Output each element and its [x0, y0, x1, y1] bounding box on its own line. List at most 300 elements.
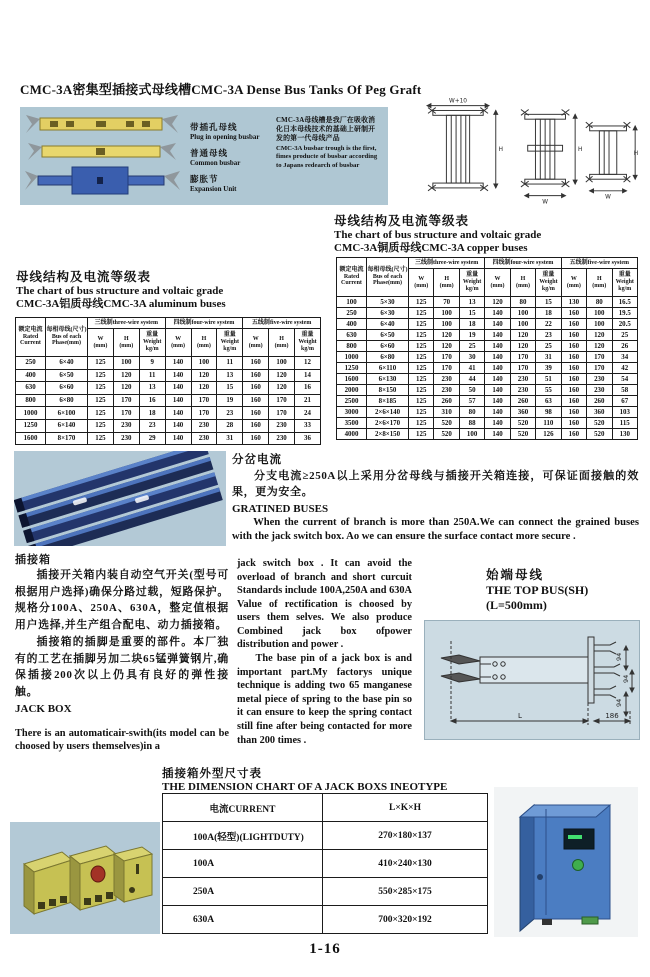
table-cell: 22: [536, 319, 561, 330]
label: W: [175, 335, 182, 342]
label: 每相母线(尺寸): [46, 326, 87, 333]
table-cell: 260: [434, 396, 459, 407]
table-cell: 160: [561, 330, 586, 341]
label: kg/m: [223, 345, 237, 352]
top-bus-diagram: [425, 621, 637, 737]
table-cell: 100: [337, 297, 367, 308]
table-cell: 12: [295, 357, 321, 370]
table-cell: 100A: [163, 850, 323, 878]
table-cell: 11: [217, 357, 243, 370]
busbar-products-image: [20, 107, 185, 205]
label: Weight: [615, 279, 634, 286]
table-cell: 1000: [16, 407, 46, 420]
dim-label: H: [578, 147, 583, 154]
label: 五线制: [569, 259, 588, 266]
table-cell: 520: [510, 418, 535, 429]
table-cell: 160: [243, 394, 269, 407]
table-cell: 8×150: [367, 385, 409, 396]
label: 每相母线(尺寸): [367, 266, 408, 273]
label: Weight: [539, 279, 558, 286]
table-cell: 310: [434, 407, 459, 418]
label: (mm): [93, 342, 108, 349]
table-cell: 140: [165, 407, 191, 420]
table-cell: 170: [434, 352, 459, 363]
table-cell: 14: [295, 369, 321, 382]
heading-en: The chart of bus structure and voltaic grade: [16, 285, 224, 297]
table-cell: 125: [409, 297, 434, 308]
table-row: [337, 297, 638, 308]
dim-label-186: 186: [605, 712, 619, 720]
table-cell: 250A: [163, 878, 323, 906]
table-row: [337, 330, 638, 341]
table-cell: 98: [536, 407, 561, 418]
table-row: [163, 878, 488, 906]
table-cell: 2×6×140: [367, 407, 409, 418]
table-cell: 630A: [163, 906, 323, 934]
table-cell: 230: [434, 385, 459, 396]
table-cell: 270×180×137: [323, 822, 488, 850]
label: kg/m: [618, 285, 632, 292]
busbar-label-3: [190, 173, 274, 193]
branch-title-en: GRATINED BUSES: [232, 502, 329, 515]
table-cell: 6×80: [46, 394, 88, 407]
table-cell: 130: [612, 429, 638, 440]
label-cn: 普通母线: [190, 148, 229, 158]
table-cell: 29: [139, 432, 165, 445]
table-cell: 160: [561, 407, 586, 418]
table-cell: 550×285×175: [323, 878, 488, 906]
table-cell: 51: [536, 374, 561, 385]
label-en: Plug in opening busbar: [190, 133, 260, 141]
table-cell: 700×320×192: [323, 906, 488, 934]
label: 四线制: [173, 319, 192, 326]
table-cell: 360: [510, 407, 535, 418]
column-header-phase: [367, 258, 409, 297]
table-cell: 120: [269, 382, 295, 395]
table-cell: 24: [295, 407, 321, 420]
table-row: [337, 385, 638, 396]
table-cell: 160: [243, 407, 269, 420]
table-cell: 170: [510, 352, 535, 363]
table-cell: 125: [409, 319, 434, 330]
table-cell: 1250: [337, 363, 367, 374]
table-cell: 170: [191, 394, 217, 407]
table-row: [337, 429, 638, 440]
table-cell: 8×185: [367, 396, 409, 407]
table-cell: 80: [587, 297, 612, 308]
dim-label-94: 94: [615, 652, 623, 661]
label: 三线制: [94, 319, 113, 326]
label: Weight: [298, 339, 317, 346]
column-header-w: [409, 269, 434, 297]
label: 重量: [146, 332, 159, 339]
table-cell: 125: [409, 407, 434, 418]
column-header-h: [510, 269, 535, 297]
table-cell: 120: [113, 382, 139, 395]
table-cell: 120: [510, 341, 535, 352]
table-cell: 19: [459, 330, 484, 341]
table-cell: 160: [561, 429, 586, 440]
table-cell: 230: [510, 374, 535, 385]
table-cell: 140: [485, 374, 510, 385]
table-cell: 6×110: [367, 363, 409, 374]
column-group-three-wire: [409, 258, 485, 269]
table-cell: 36: [295, 432, 321, 445]
column-header-rated: [16, 318, 46, 357]
table-cell: 39: [536, 363, 561, 374]
label: (mm): [566, 282, 581, 289]
table-cell: 360: [587, 407, 612, 418]
table-cell: 140: [165, 382, 191, 395]
table-cell: 13: [139, 382, 165, 395]
table-cell: 50: [459, 385, 484, 396]
jackbox-para1-cn: 插接开关箱内装自动空气开关(型号可根据用户选择)确保分路过载，短路保护。规格分100A、250A、630A，整定值根据用户选择,并生产组合配电、动力插接箱。: [15, 569, 229, 632]
copper-bus-table: [336, 257, 638, 440]
table-cell: 57: [459, 396, 484, 407]
table-cell: 2500: [337, 396, 367, 407]
table-cell: 54: [612, 374, 638, 385]
table-cell: 16.5: [612, 297, 638, 308]
table-cell: 31: [536, 352, 561, 363]
label-cn: 膨胀节: [190, 174, 219, 184]
jack-boxes-photo: [10, 822, 160, 934]
label: (mm): [196, 342, 211, 349]
label: five-wire system: [269, 319, 312, 326]
table-cell: 44: [459, 374, 484, 385]
column-header-weight: [217, 329, 243, 357]
column-group-five-wire: [243, 318, 321, 329]
dim-label: W+10: [449, 98, 468, 105]
table-row: [163, 822, 488, 850]
table-cell: 42: [612, 363, 638, 374]
column-header-rated: [337, 258, 367, 297]
label: W: [97, 335, 104, 342]
topbus-size: (L=500mm): [486, 598, 547, 612]
label: Weight: [462, 279, 482, 286]
table-cell: 6×30: [367, 308, 409, 319]
column-header-weight: [295, 329, 321, 357]
table-cell: 120: [510, 330, 535, 341]
table-cell: 100: [510, 308, 535, 319]
label: W: [252, 335, 259, 342]
jack-box-dimension-table: [162, 793, 488, 934]
table-cell: 120: [191, 369, 217, 382]
table-cell: 125: [409, 385, 434, 396]
table-cell: 100: [587, 319, 612, 330]
table-cell: 160: [561, 319, 586, 330]
label: 重量: [301, 332, 314, 339]
table-cell: 160: [243, 369, 269, 382]
table-cell: 6×100: [46, 407, 88, 420]
column-header-h: [113, 329, 139, 357]
label: W: [494, 275, 501, 282]
table-cell: 125: [409, 341, 434, 352]
table-cell: 160: [561, 385, 586, 396]
label: (mm): [274, 342, 289, 349]
table-cell: 110: [536, 418, 561, 429]
table-cell: 230: [191, 419, 217, 432]
column-header-w: [165, 329, 191, 357]
column-header-weight: [459, 269, 484, 297]
table-cell: 41: [459, 363, 484, 374]
label: (mm): [414, 282, 429, 289]
table-cell: 160: [243, 432, 269, 445]
table-cell: 160: [561, 418, 586, 429]
label: H: [596, 275, 602, 282]
table-cell: 4000: [337, 429, 367, 440]
table-cell: 1600: [16, 432, 46, 445]
label: W: [570, 275, 577, 282]
table-cell: 170: [269, 407, 295, 420]
table-cell: 31: [217, 432, 243, 445]
table-cell: 100: [434, 319, 459, 330]
top-bus-heading: [486, 565, 638, 613]
topbus-title-cn: 始端母线: [486, 568, 545, 582]
table-cell: 170: [191, 407, 217, 420]
table-cell: 230: [113, 419, 139, 432]
branch-current-section: [232, 451, 639, 543]
label-en: Common busbar: [190, 159, 241, 167]
table-cell: 100: [113, 357, 139, 370]
branch-body-cn: 分支电流≥250A以上采用分岔母线与插接开关箱连接，可保证面接触的效果，更为安全。: [232, 470, 639, 498]
table-cell: 160: [243, 419, 269, 432]
table-cell: 160: [561, 396, 586, 407]
table-cell: 520: [510, 429, 535, 440]
midcol-para2: The base pin of a jack box is and important part.My factorys unique technique is adding two 65 manganese metal piece of spring to the base pin so it can ensure to keep the spring contact still fine after being contacted for more than 200 times .: [237, 653, 412, 746]
label: Bus of each Phase(mm): [51, 333, 82, 347]
label: three-wire system: [433, 259, 479, 266]
table-cell: 630: [16, 382, 46, 395]
table-cell: 19: [217, 394, 243, 407]
table-cell: 80: [459, 407, 484, 418]
column-header-size: L×K×H: [323, 794, 488, 822]
table-cell: 13: [217, 369, 243, 382]
table-cell: 3500: [337, 418, 367, 429]
label-cn: 带插孔母线: [190, 122, 238, 132]
table-cell: 230: [113, 432, 139, 445]
table-cell: 170: [113, 407, 139, 420]
table-cell: 800: [337, 341, 367, 352]
table-cell: 160: [561, 308, 586, 319]
table-cell: 63: [536, 396, 561, 407]
label: Rated Current: [341, 273, 362, 287]
table-cell: 8×170: [46, 432, 88, 445]
label: four-wire system: [191, 319, 235, 326]
label: 额定电流: [339, 266, 364, 273]
column-header-phase: [46, 318, 88, 357]
table-cell: 120: [434, 341, 459, 352]
table-cell: 170: [587, 363, 612, 374]
table-cell: 125: [409, 308, 434, 319]
table-cell: 9: [139, 357, 165, 370]
label: H: [123, 335, 129, 342]
table-cell: 125: [88, 432, 114, 445]
table-cell: 160: [561, 341, 586, 352]
midcol-para1: jack switch box . It can avoid the overload of branch and short curcuit Standards include 100A,250A and 630A Value of rectification is choosed by users them selves. We also produce Combined jack box ofpower distribution and power .: [237, 558, 412, 651]
table-cell: 120: [113, 369, 139, 382]
table-cell: 140: [165, 357, 191, 370]
table-cell: 125: [409, 429, 434, 440]
table-row: [337, 319, 638, 330]
table-cell: 88: [459, 418, 484, 429]
page-number: 1-16: [309, 941, 341, 957]
label: 重量: [223, 332, 236, 339]
intro-note-cn: CMC-3A母线槽是我厂在吸收消化日本母线技术的基础上研制开发的第一代母线产品: [276, 117, 376, 142]
table-cell: 140: [485, 407, 510, 418]
heading-cn: 母线结构及电流等级表: [334, 214, 470, 228]
jackbox-para-en: There is an automaticair-swith(its model can be choosed by users themselves)in a: [15, 727, 229, 753]
table-cell: 6×80: [367, 352, 409, 363]
table-row: [16, 407, 321, 420]
label-en: Expansion Unit: [190, 185, 237, 193]
table-cell: 140: [165, 394, 191, 407]
table-cell: 100: [191, 357, 217, 370]
label: 四线制: [492, 259, 511, 266]
table-cell: 630: [337, 330, 367, 341]
table-cell: 230: [587, 385, 612, 396]
table-cell: 2000: [337, 385, 367, 396]
table-cell: 30: [459, 352, 484, 363]
topbus-title-en: THE TOP BUS(SH): [486, 583, 589, 597]
column-header-h: [269, 329, 295, 357]
table-cell: 400: [16, 369, 46, 382]
dim-label-l: L: [518, 712, 522, 720]
dim-label-94: 94: [622, 674, 630, 683]
table-cell: 3000: [337, 407, 367, 418]
jackbox-para2-cn: 插接箱的插脚是重要的部件。本厂独有的工艺在插脚另加二块65锰弹簧钢片,确保插接200次以上仍具有良好的弹性接触。: [15, 635, 229, 699]
table-cell: 6×60: [367, 341, 409, 352]
table-cell: 126: [536, 429, 561, 440]
table-cell: 125: [88, 357, 114, 370]
label: H: [520, 275, 526, 282]
table-cell: 100: [587, 308, 612, 319]
column-header-w: [88, 329, 114, 357]
page-title: CMC-3A密集型插接式母线槽CMC-3A Dense Bus Tanks Of Peg Graft: [20, 82, 422, 97]
table-cell: 16: [139, 394, 165, 407]
table-row: [337, 352, 638, 363]
table-cell: 250: [16, 357, 46, 370]
branch-title-cn: 分岔电流: [232, 454, 282, 466]
label: Rated Current: [20, 333, 41, 347]
table-row: [337, 363, 638, 374]
table-cell: 6×50: [367, 330, 409, 341]
table-cell: 125: [88, 419, 114, 432]
column-group-three-wire: [88, 318, 166, 329]
table-row: [337, 396, 638, 407]
table-cell: 28: [217, 419, 243, 432]
column-header-weight: [612, 269, 638, 297]
table-cell: 100: [510, 319, 535, 330]
table-cell: 160: [243, 382, 269, 395]
intro-note-en: CMC-3A busbar trough is the first, fimes producte of busbar according to Japans redearch of busbar: [276, 144, 378, 169]
table-cell: 125: [88, 369, 114, 382]
label: kg/m: [145, 345, 159, 352]
aluminum-section-heading: [16, 267, 316, 311]
label: (mm): [119, 342, 134, 349]
table-cell: 2×6×170: [367, 418, 409, 429]
table-cell: 125: [88, 407, 114, 420]
heading-en: CMC-3A铜质母线CMC-3A copper buses: [334, 242, 528, 255]
heading-en: The chart of bus structure and voltaic grade: [334, 229, 542, 241]
table-cell: 25: [459, 341, 484, 352]
busbar-label-1: [190, 121, 274, 141]
dim-label: H: [633, 151, 639, 157]
table-cell: 21: [295, 394, 321, 407]
branch-body-en: When the current of branch is more than 250A.We can connect the grained buses with the jack switch box. Ao we can ensure the surface contact more secure .: [232, 516, 639, 542]
column-header-h: [191, 329, 217, 357]
column-group-four-wire: [485, 258, 561, 269]
table-cell: 80: [510, 297, 535, 308]
label: 重量: [542, 272, 555, 279]
table-cell: 125: [409, 418, 434, 429]
table-cell: 140: [165, 419, 191, 432]
label: (mm): [171, 342, 186, 349]
table-cell: 6×40: [367, 319, 409, 330]
label: 三线制: [415, 259, 434, 266]
table-cell: 230: [510, 385, 535, 396]
table-cell: 140: [485, 396, 510, 407]
label: three-wire system: [112, 319, 158, 326]
table-cell: 140: [485, 385, 510, 396]
column-header-w: [243, 329, 269, 357]
table-cell: 400: [337, 319, 367, 330]
column-header-h: [434, 269, 459, 297]
table-cell: 140: [485, 418, 510, 429]
jack-box-description-column: [237, 557, 412, 747]
table-cell: 170: [587, 352, 612, 363]
table-cell: 1600: [337, 374, 367, 385]
busbar-label-2: [190, 147, 274, 167]
table-cell: 520: [587, 429, 612, 440]
table-cell: 20.5: [612, 319, 638, 330]
table-cell: 2×8×150: [367, 429, 409, 440]
dim-heading-cn: 插接箱外型尺寸表: [162, 768, 262, 780]
copper-section-heading: [334, 211, 634, 255]
table-cell: 230: [587, 374, 612, 385]
table-cell: 160: [561, 352, 586, 363]
aluminum-bus-table: [15, 317, 321, 445]
table-cell: 230: [191, 432, 217, 445]
table-cell: 26: [612, 341, 638, 352]
table-cell: 120: [587, 341, 612, 352]
dim-label: W: [542, 199, 549, 206]
table-cell: 11: [139, 369, 165, 382]
table-cell: 18: [139, 407, 165, 420]
table-cell: 18: [536, 308, 561, 319]
table-cell: 55: [536, 385, 561, 396]
table-cell: 140: [485, 330, 510, 341]
dim-label-94: 94: [615, 698, 623, 707]
table-row: [337, 407, 638, 418]
busbar-products-photo: [20, 107, 388, 205]
dim-heading-en: THE DIMENSION CHART OF A JACK BOXS INEOTYPE: [162, 781, 448, 793]
table-cell: 19.5: [612, 308, 638, 319]
table-cell: 140: [485, 319, 510, 330]
table-cell: 120: [269, 369, 295, 382]
table-cell: 140: [485, 363, 510, 374]
table-cell: 125: [88, 394, 114, 407]
table-cell: 140: [485, 352, 510, 363]
table-cell: 16: [295, 382, 321, 395]
label: kg/m: [300, 345, 314, 352]
table-cell: 230: [434, 374, 459, 385]
label: (mm): [515, 282, 530, 289]
column-header-current: 电流CURRENT: [163, 794, 323, 822]
table-cell: 160: [243, 357, 269, 370]
label: kg/m: [465, 285, 479, 292]
label: H: [201, 335, 207, 342]
table-cell: 140: [485, 308, 510, 319]
